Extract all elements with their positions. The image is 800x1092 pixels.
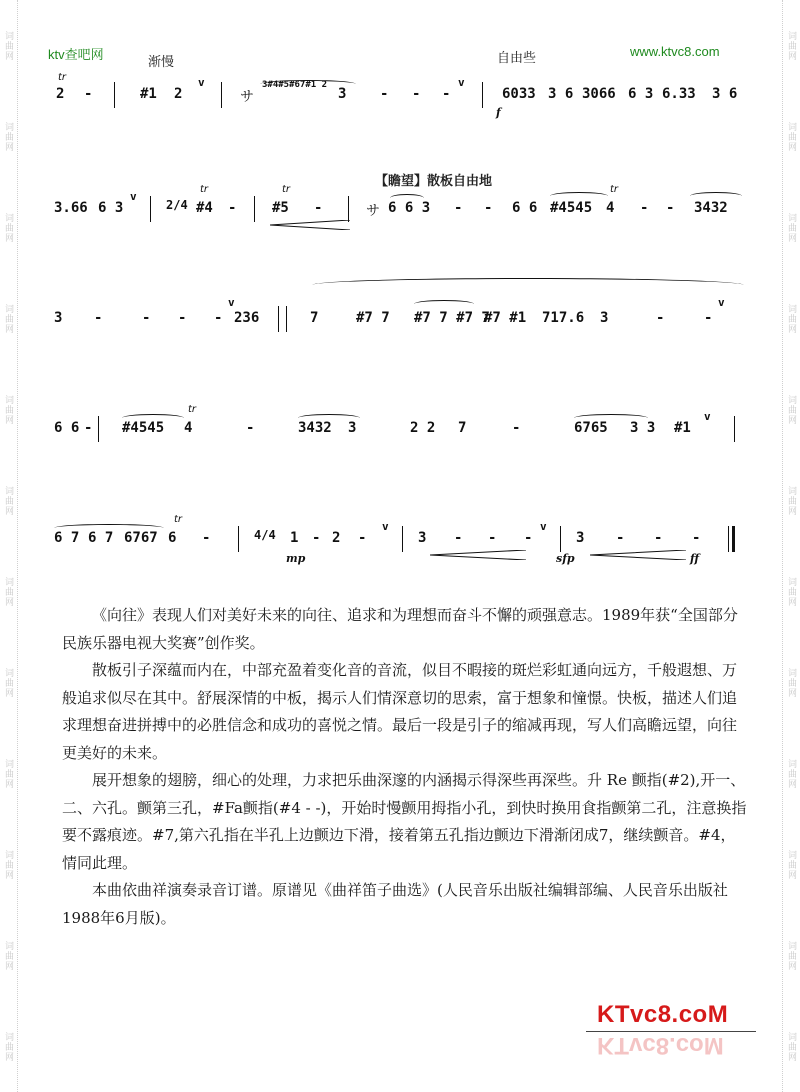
barline — [402, 526, 403, 552]
score-dash: - — [654, 530, 663, 546]
site-logo-reflection: KTvc8.coM — [597, 1032, 724, 1059]
side-watermark: 词曲网 — [786, 212, 796, 243]
score-note: #7 7 #7 7 — [414, 310, 490, 326]
site-logo[interactable]: KTvc8.coM — [597, 1001, 729, 1028]
barline — [278, 306, 279, 332]
score-note: 7 — [458, 420, 467, 436]
breath-mark: v — [704, 410, 711, 423]
score-dash: - — [704, 310, 713, 326]
score-note: 3432 — [298, 420, 332, 436]
dynamic-mezzo-piano: mp — [286, 552, 306, 565]
score-dash: - — [666, 200, 675, 216]
crescendo-hairpin — [270, 220, 350, 230]
side-watermark: 词曲网 — [786, 121, 796, 152]
score-note: 2 — [332, 530, 341, 546]
score-note: 3 6 — [712, 86, 738, 102]
score-note: 6 6 — [512, 200, 538, 216]
score-note: 6 — [168, 530, 177, 546]
side-watermark: 词曲网 — [786, 30, 796, 61]
watermark-top-right[interactable]: www.ktvc8.com — [630, 44, 720, 59]
score-dash: - — [84, 420, 93, 436]
barline — [254, 196, 255, 222]
barline — [560, 526, 561, 552]
side-watermark: 词曲网 — [3, 121, 13, 152]
final-barline — [728, 526, 735, 552]
score-note: 6767 — [124, 530, 158, 546]
score-row-4 — [50, 404, 740, 450]
score-note: #1 — [674, 420, 691, 436]
dynamic-sforzando-piano: sfp — [556, 552, 575, 565]
side-watermark: 词曲网 — [786, 1031, 796, 1062]
score-note: 2 2 — [410, 420, 436, 436]
score-note: 6 7 — [54, 530, 80, 546]
crescendo-hairpin — [430, 550, 526, 560]
side-watermark: 词曲网 — [3, 940, 13, 971]
score-dash: - — [488, 530, 497, 546]
score-dash: - — [412, 86, 421, 102]
score-note: 6765 — [574, 420, 608, 436]
side-watermark: 词曲网 — [786, 485, 796, 516]
barline — [238, 526, 239, 552]
barline — [98, 416, 99, 442]
side-watermark: 词曲网 — [3, 576, 13, 607]
left-watermark-strip — [0, 0, 18, 1092]
breath-mark: v — [130, 190, 137, 203]
side-watermark: 词曲网 — [786, 940, 796, 971]
score-note: #5 — [272, 200, 289, 216]
score-note: #4545 — [122, 420, 165, 436]
slur — [414, 300, 474, 308]
score-dash: - — [380, 86, 389, 102]
barline — [150, 196, 151, 222]
barline — [482, 82, 483, 108]
barline — [348, 196, 349, 222]
phrase-slur — [312, 278, 744, 292]
score-dash: - — [142, 310, 151, 326]
side-watermark: 词曲网 — [786, 394, 796, 425]
watermark-top-left[interactable]: ktv查吧网 — [48, 47, 104, 62]
breath-mark: v — [382, 520, 389, 533]
description-paragraph: 散板引子深蕴而内在，中部充盈着变化音的音流，似目不暇接的斑烂彩虹通向远方，千般遐想、万般追求似尽在其中。舒展深情的中板，揭示人们情深意切的思索，富于想象和憧憬。快板，描述人们追求理想奋进拼搏中的必胜信念和成功的喜悦之情。最后一段是引子的缩减再现，写人们高瞻远望，向往更美好的未来。 — [62, 661, 738, 762]
score-note: 3.66 — [54, 200, 88, 216]
score-dash: - — [484, 200, 493, 216]
score-note: #7 #1 — [484, 310, 527, 326]
barline — [734, 416, 735, 442]
piece-description — [62, 602, 747, 932]
trill-mark: tr — [282, 184, 291, 195]
side-watermark: 词曲网 — [786, 576, 796, 607]
slur — [54, 524, 164, 532]
right-watermark-strip — [782, 0, 800, 1092]
score-row-2 — [50, 184, 740, 230]
tempo-marking-freely: 自由些 — [497, 51, 537, 66]
score-note: 7 — [310, 310, 319, 326]
free-meter-sign: サ — [240, 89, 254, 105]
score-note: 3 — [338, 86, 347, 102]
score-dash: - — [358, 530, 367, 546]
score-dash: - — [524, 530, 533, 546]
side-watermark: 词曲网 — [3, 758, 13, 789]
breath-mark: v — [540, 520, 547, 533]
score-dash: - — [94, 310, 103, 326]
score-note: 6.33 — [662, 86, 696, 102]
score-note: 3 6 — [548, 86, 574, 102]
trill-mark: tr — [174, 514, 183, 525]
dynamic-forte: f — [496, 106, 501, 119]
score-dash: - — [640, 200, 649, 216]
side-watermark: 词曲网 — [3, 667, 13, 698]
score-note: 3 — [54, 310, 63, 326]
slur — [574, 414, 648, 422]
score-row-5 — [50, 514, 740, 565]
score-note: 3 — [418, 530, 427, 546]
side-watermark: 词曲网 — [3, 1031, 13, 1062]
score-dash: - — [228, 200, 237, 216]
score-note: 6 3 — [628, 86, 654, 102]
score-note: 3 3 — [630, 420, 656, 436]
time-signature: 2/4 — [166, 198, 188, 212]
barline — [114, 82, 115, 108]
slur — [260, 80, 356, 88]
barline — [221, 82, 222, 108]
free-meter-sign: サ — [366, 203, 380, 219]
side-watermark: 词曲网 — [786, 758, 796, 789]
side-watermark: 词曲网 — [3, 212, 13, 243]
side-watermark: 词曲网 — [3, 394, 13, 425]
side-watermark: 词曲网 — [786, 667, 796, 698]
score-note: 6 6 3 — [388, 200, 431, 216]
score-dash: - — [616, 530, 625, 546]
side-watermark: 词曲网 — [3, 30, 13, 61]
slur — [550, 192, 608, 200]
crescendo-hairpin — [590, 550, 686, 560]
score-note: #1 — [140, 86, 157, 102]
slur — [122, 414, 184, 422]
score-dash: - — [692, 530, 701, 546]
score-note: 3066 — [582, 86, 616, 102]
description-paragraph: 本曲依曲祥演奏录音订谱。原谱见《曲祥笛子曲选》(人民音乐出版社编辑部编、人民音乐出版社1988年6月版)。 — [62, 881, 728, 927]
tempo-marking-gradually-slower: 渐慢 — [148, 55, 175, 70]
score-row-1 — [50, 72, 740, 119]
score-dash: - — [202, 530, 211, 546]
score-note: #4545 — [550, 200, 593, 216]
score-dash: - — [84, 86, 93, 102]
score-note: #7 7 — [356, 310, 390, 326]
score-dash: - — [314, 200, 323, 216]
score-note: 3 — [348, 420, 357, 436]
side-watermark: 词曲网 — [786, 849, 796, 880]
score-note: 236 — [234, 310, 260, 326]
breath-mark: v — [198, 76, 205, 89]
description-paragraph: 《向往》表现人们对美好未来的向往、追求和为理想而奋斗不懈的顽强意志。1989年获“全国部分民族乐器电视大奖赛”创作奖。 — [62, 606, 738, 652]
trill-mark: tr — [610, 184, 619, 195]
score-note: #4 — [196, 200, 213, 216]
side-watermark: 词曲网 — [786, 303, 796, 334]
score-dash: - — [454, 200, 463, 216]
score-note: 6 6 — [54, 420, 80, 436]
score-note: 6033 — [502, 86, 536, 102]
score-dash: - — [178, 310, 187, 326]
score-dash: - — [214, 310, 223, 326]
section-heading: 【瞻望】散板自由地 — [375, 174, 493, 189]
trill-mark: tr — [200, 184, 209, 195]
score-note: 717.6 — [542, 310, 585, 326]
score-row-3 — [50, 296, 740, 340]
score-note: 6 7 — [88, 530, 114, 546]
side-watermark: 词曲网 — [3, 303, 13, 334]
breath-mark: v — [228, 296, 235, 309]
side-watermark: 词曲网 — [3, 485, 13, 516]
trill-mark: tr — [58, 72, 67, 83]
barline — [286, 306, 287, 332]
trill-mark: tr — [188, 404, 197, 415]
score-note: 1 — [290, 530, 299, 546]
score-dash: - — [512, 420, 521, 436]
description-paragraph: 展开想象的翅膀，细心的处理，力求把乐曲深邃的内涵揭示得深些再深些。升 Re 颤指(#2),开一、二、六孔。颤第三孔，#Fa颤指(#4 - -)，开始时慢颤用拇指小孔，到快时换用食指颤第二孔，注意换指要不露痕迹。#7,第六孔指在半孔上边颤边下滑，接着第五孔指边颤边下滑渐闭成7，继续颤音。#4，情同此理。 — [62, 771, 747, 872]
score-note: 3432 — [694, 200, 728, 216]
slur — [690, 192, 742, 200]
score-dash: - — [656, 310, 665, 326]
side-watermark: 词曲网 — [3, 849, 13, 880]
slur — [390, 194, 424, 202]
score-dash: - — [312, 530, 321, 546]
breath-mark: v — [718, 296, 725, 309]
score-note: 6 3 — [98, 200, 124, 216]
score-note: 4 — [184, 420, 193, 436]
slur — [298, 414, 360, 422]
score-dash: - — [454, 530, 463, 546]
score-run: 3#4#5#67#1 2 — [262, 80, 328, 90]
score-note: 2 — [174, 86, 183, 102]
score-note: 2 — [56, 86, 65, 102]
score-dash: - — [442, 86, 451, 102]
score-dash: - — [246, 420, 255, 436]
score-note: 3 — [576, 530, 585, 546]
dynamic-fortissimo: ff — [690, 552, 700, 565]
score-note: 3 — [600, 310, 609, 326]
score-note: 4 — [606, 200, 615, 216]
time-signature: 4/4 — [254, 528, 276, 542]
breath-mark: v — [458, 76, 465, 89]
